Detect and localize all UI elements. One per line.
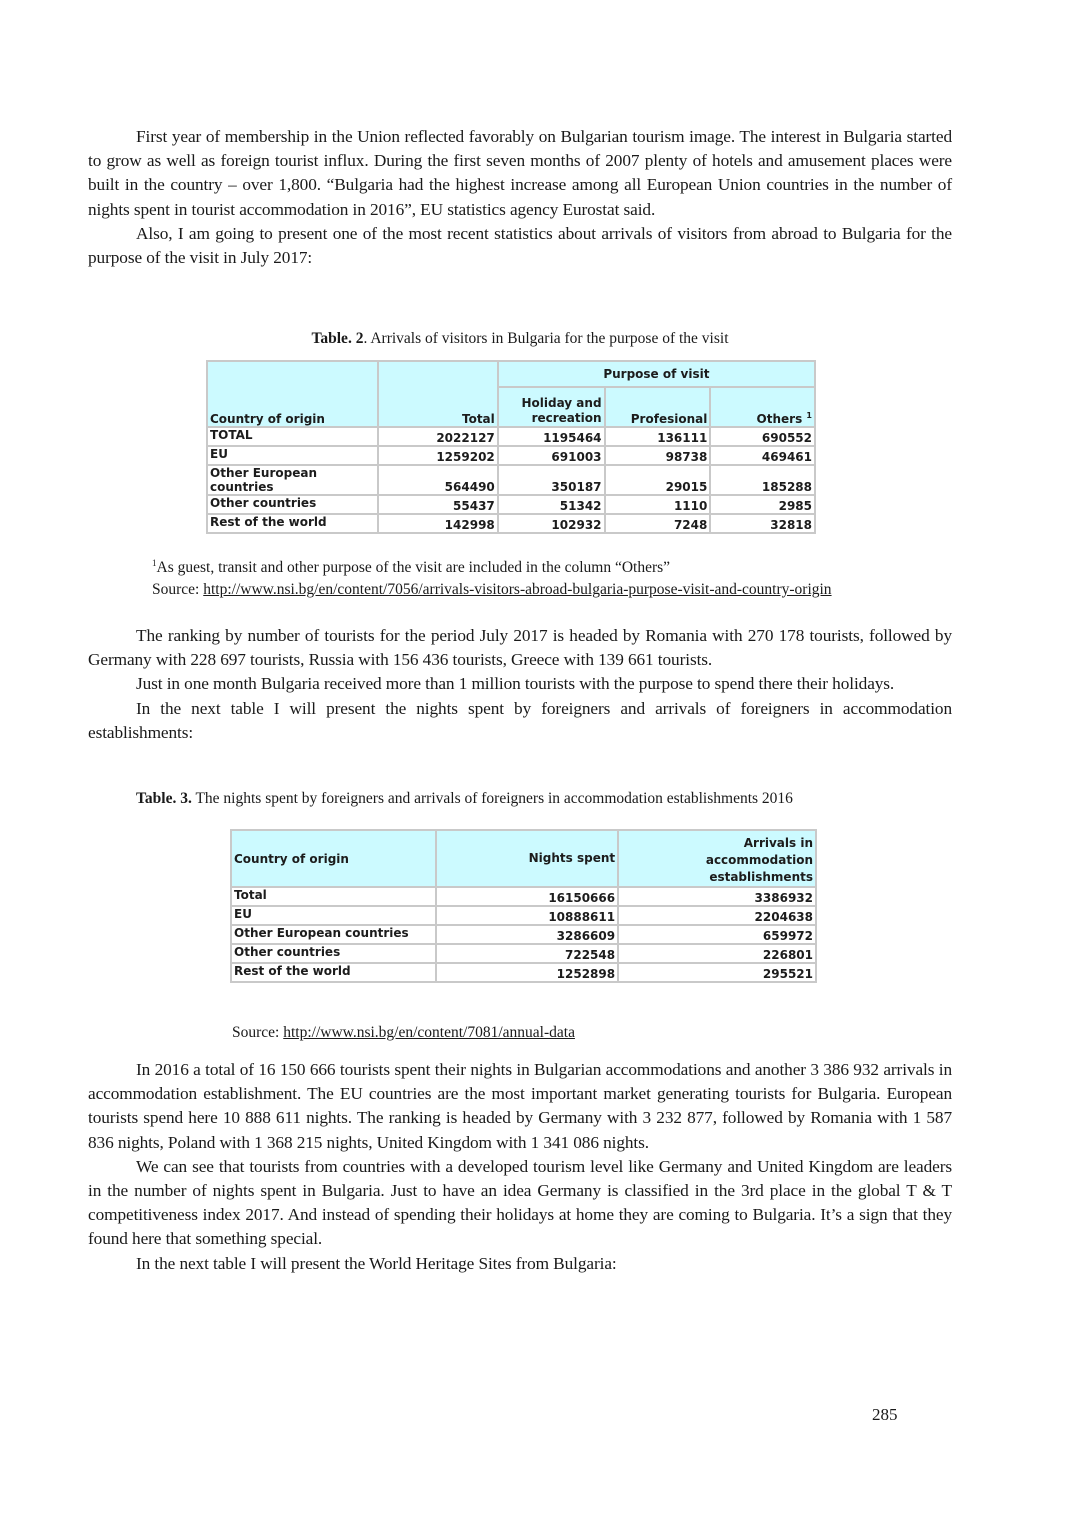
- paragraph: Just in one month Bulgaria received more than 1 million tourists with the purpose to spend there their holidays.: [136, 674, 895, 694]
- table-cell: 469461: [710, 446, 815, 465]
- table2-header-country: Country of origin: [207, 361, 378, 427]
- table2-source-link[interactable]: http://www.nsi.bg/en/content/7056/arrivals-visitors-abroad-bulgaria-purpose-visit-and-country-origin: [203, 581, 832, 599]
- table2-footnote-ref: 1: [806, 411, 812, 420]
- paragraph: In 2016 a total of 16 150 666 tourists spent their nights in Bulgarian accommodations and another 3 386 932 arrivals in accommodation establishment. The EU countries are the most important market generating tourists for Bulgaria. European tourists spend here 10 888 611 nights. The ranking is headed by Germany with 3 232 877, followed by Romania with 1 587 836 nights, Poland with 1 368 215 nights, United Kingdom with 1 341 086 nights.: [88, 1060, 952, 1152]
- table-cell: 350187: [498, 465, 605, 495]
- table3: [230, 829, 817, 983]
- body-text-top: [88, 125, 952, 270]
- paragraph: First year of membership in the Union reflected favorably on Bulgarian tourism image. The interest in Bulgaria started to grow as well as foreign tourist influx. During the first seven months of 2007 plenty of hotels and amusement places were built in the country – over 1,800. “Bulgaria had the highest increase among all European Union countries in the number of nights spent in tourist accommodation in 2016”, EU statistics agency Eurostat said.: [88, 127, 952, 219]
- table3-source-link[interactable]: http://www.nsi.bg/en/content/7081/annual-data: [283, 1024, 575, 1041]
- table3-body: [231, 887, 816, 982]
- table3-header-arrivals: Arrivals in accommodation establishments: [618, 830, 816, 887]
- source-label: Source:: [232, 1024, 284, 1041]
- row-label: Other countries: [231, 944, 436, 963]
- paragraph: In the next table I will present the nights spent by foreigners and arrivals of foreigners in accommodation establishments:: [88, 698, 952, 742]
- table-cell: 3386932: [618, 887, 816, 906]
- source-label: Source:: [152, 581, 204, 599]
- table-cell: 32818: [710, 514, 815, 533]
- table-cell: 142998: [378, 514, 498, 533]
- page-number: 285: [872, 1405, 898, 1424]
- table-cell: 29015: [605, 465, 711, 495]
- table2-header-purpose-group: Purpose of visit: [498, 361, 815, 387]
- paragraph: The ranking by number of tourists for the period July 2017 is headed by Romania with 270 178 tourists, followed by Germany with 228 697 tourists, Russia with 156 436 tourists, Greece with 139 661 tourists.: [88, 626, 952, 670]
- table2-body: [207, 427, 815, 533]
- table3-caption-text: The nights spent by foreigners and arrivals of foreigners in accommodation establishments 2016: [191, 790, 793, 807]
- body-text-bottom: [88, 1058, 952, 1276]
- table-cell: 2204638: [618, 906, 816, 925]
- table-row: [231, 925, 816, 944]
- table-cell: 722548: [436, 944, 618, 963]
- row-label: Other European countries: [231, 925, 436, 944]
- table2-header-profesional: Profesional: [605, 387, 711, 427]
- table2-source: [152, 579, 952, 601]
- row-label: Rest of the world: [207, 514, 378, 533]
- table-cell: 2985: [710, 495, 815, 514]
- table2-header-others: [710, 387, 815, 427]
- table-row: [207, 446, 815, 465]
- table-cell: 16150666: [436, 887, 618, 906]
- table3-container: [230, 829, 817, 983]
- table2-notes: [88, 552, 952, 601]
- table2-footnote: [152, 552, 952, 579]
- table-cell: 690552: [710, 427, 815, 446]
- table3-caption-label: Table. 3.: [136, 790, 192, 807]
- row-label: EU: [207, 446, 378, 465]
- table2-header-holiday: Holiday and recreation: [498, 387, 605, 427]
- table-row: [207, 514, 815, 533]
- table-cell: 102932: [498, 514, 605, 533]
- table3-header-country: Country of origin: [231, 830, 436, 887]
- table-cell: 185288: [710, 465, 815, 495]
- table-cell: 3286609: [436, 925, 618, 944]
- row-label: Rest of the world: [231, 963, 436, 982]
- table-cell: 564490: [378, 465, 498, 495]
- table-cell: 98738: [605, 446, 711, 465]
- paragraph: Also, I am going to present one of the most recent statistics about arrivals of visitors from abroad to Bulgaria for the purpose of the visit in July 2017:: [88, 223, 952, 268]
- table-cell: 691003: [498, 446, 605, 465]
- table3-caption: [88, 790, 952, 808]
- paragraph: We can see that tourists from countries with a developed tourism level like Germany and United Kingdom are leaders in the number of nights spent in Bulgaria. Just to have an idea Germany is classified in the 3rd place in the global T & T competitiveness index 2017. And instead of spending their holidays at home they are coming to Bulgaria. It’s a sign that they found here that something special.: [88, 1156, 952, 1249]
- table-row: [231, 963, 816, 982]
- table-cell: 659972: [618, 925, 816, 944]
- row-label: Other European countries: [207, 465, 378, 495]
- row-label: Total: [231, 887, 436, 906]
- table-cell: 10888611: [436, 906, 618, 925]
- table-row: [207, 427, 815, 446]
- table-cell: 136111: [605, 427, 711, 446]
- row-label: EU: [231, 906, 436, 925]
- table-cell: 7248: [605, 514, 711, 533]
- footnote-text: As guest, transit and other purpose of the visit are included in the column “Others”: [156, 559, 671, 577]
- table2-header-total: Total: [378, 361, 498, 427]
- table3-header-nights: Nights spent: [436, 830, 618, 887]
- row-label: Other countries: [207, 495, 378, 514]
- table-cell: 1195464: [498, 427, 605, 446]
- table2-caption-label: Table. 2: [311, 330, 364, 347]
- table2-container: [206, 360, 816, 534]
- table-cell: 55437: [378, 495, 498, 514]
- table-cell: 1259202: [378, 446, 498, 465]
- table-row: [207, 495, 815, 514]
- table-cell: 295521: [618, 963, 816, 982]
- table2-caption-text: . Arrivals of visitors in Bulgaria for the purpose of the visit: [363, 330, 729, 347]
- table-row: [207, 465, 815, 495]
- table-cell: 226801: [618, 944, 816, 963]
- table-cell: 1110: [605, 495, 711, 514]
- table-row: [231, 906, 816, 925]
- body-text-middle: [88, 624, 952, 745]
- table2-caption: [88, 330, 952, 348]
- table-cell: 2022127: [378, 427, 498, 446]
- table2: [206, 360, 816, 534]
- footnote-mark: 1: [152, 558, 157, 568]
- table-row: [231, 887, 816, 906]
- table3-source: [232, 1022, 575, 1044]
- table-cell: 51342: [498, 495, 605, 514]
- table-cell: 1252898: [436, 963, 618, 982]
- row-label: TOTAL: [207, 427, 378, 446]
- table-row: [231, 944, 816, 963]
- paragraph: In the next table I will present the World Heritage Sites from Bulgaria:: [136, 1253, 617, 1273]
- table2-header-others-label: Others: [756, 412, 803, 426]
